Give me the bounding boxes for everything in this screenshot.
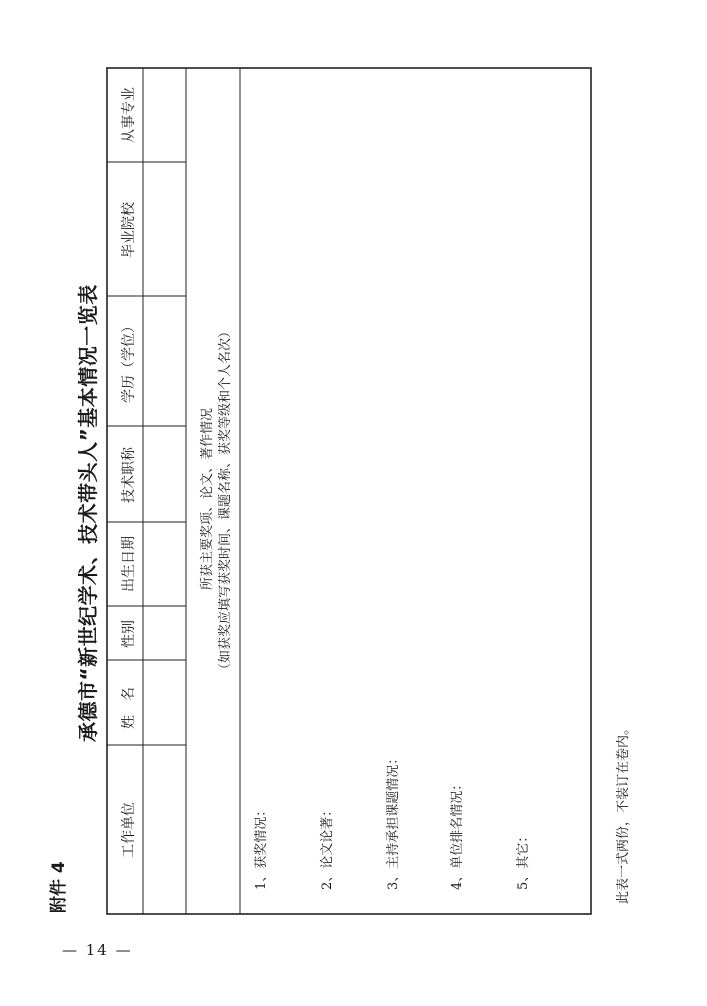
item-projects: 3、主持承担课题情况：	[386, 751, 401, 890]
header-education: 学历（学位）	[121, 319, 137, 403]
header-work-unit: 工作单位	[121, 802, 137, 858]
page-number: — 14 —	[62, 941, 133, 959]
header-gender: 性别	[121, 620, 137, 648]
header-tech-title: 技术职称	[121, 447, 137, 503]
attachment-label: 附件 4	[49, 861, 69, 913]
header-school: 毕业院校	[121, 202, 137, 258]
item-unit-ranking: 4、单位排名情况：	[450, 777, 465, 890]
instruction-line-1: 所获主要奖项、论文、著作情况	[200, 407, 215, 590]
header-birth-date: 出生日期	[121, 536, 137, 592]
table-border	[107, 68, 591, 914]
footnote: 此表一式两份，不装订在卷内。	[616, 721, 631, 904]
item-awards: 1、获奖情况：	[254, 803, 269, 890]
document-title: 承德市“新世纪学术、技术带头人”基本情况一览表	[76, 284, 100, 742]
item-papers: 2、论文论著：	[320, 803, 335, 890]
instruction-line-2: （如获奖应填写获奖时间、课题名称、获奖等级和个人名次）	[218, 324, 233, 676]
header-major: 从事专业	[121, 87, 137, 143]
item-other: 5、其它：	[516, 829, 531, 890]
header-name: 姓 名	[121, 687, 137, 729]
